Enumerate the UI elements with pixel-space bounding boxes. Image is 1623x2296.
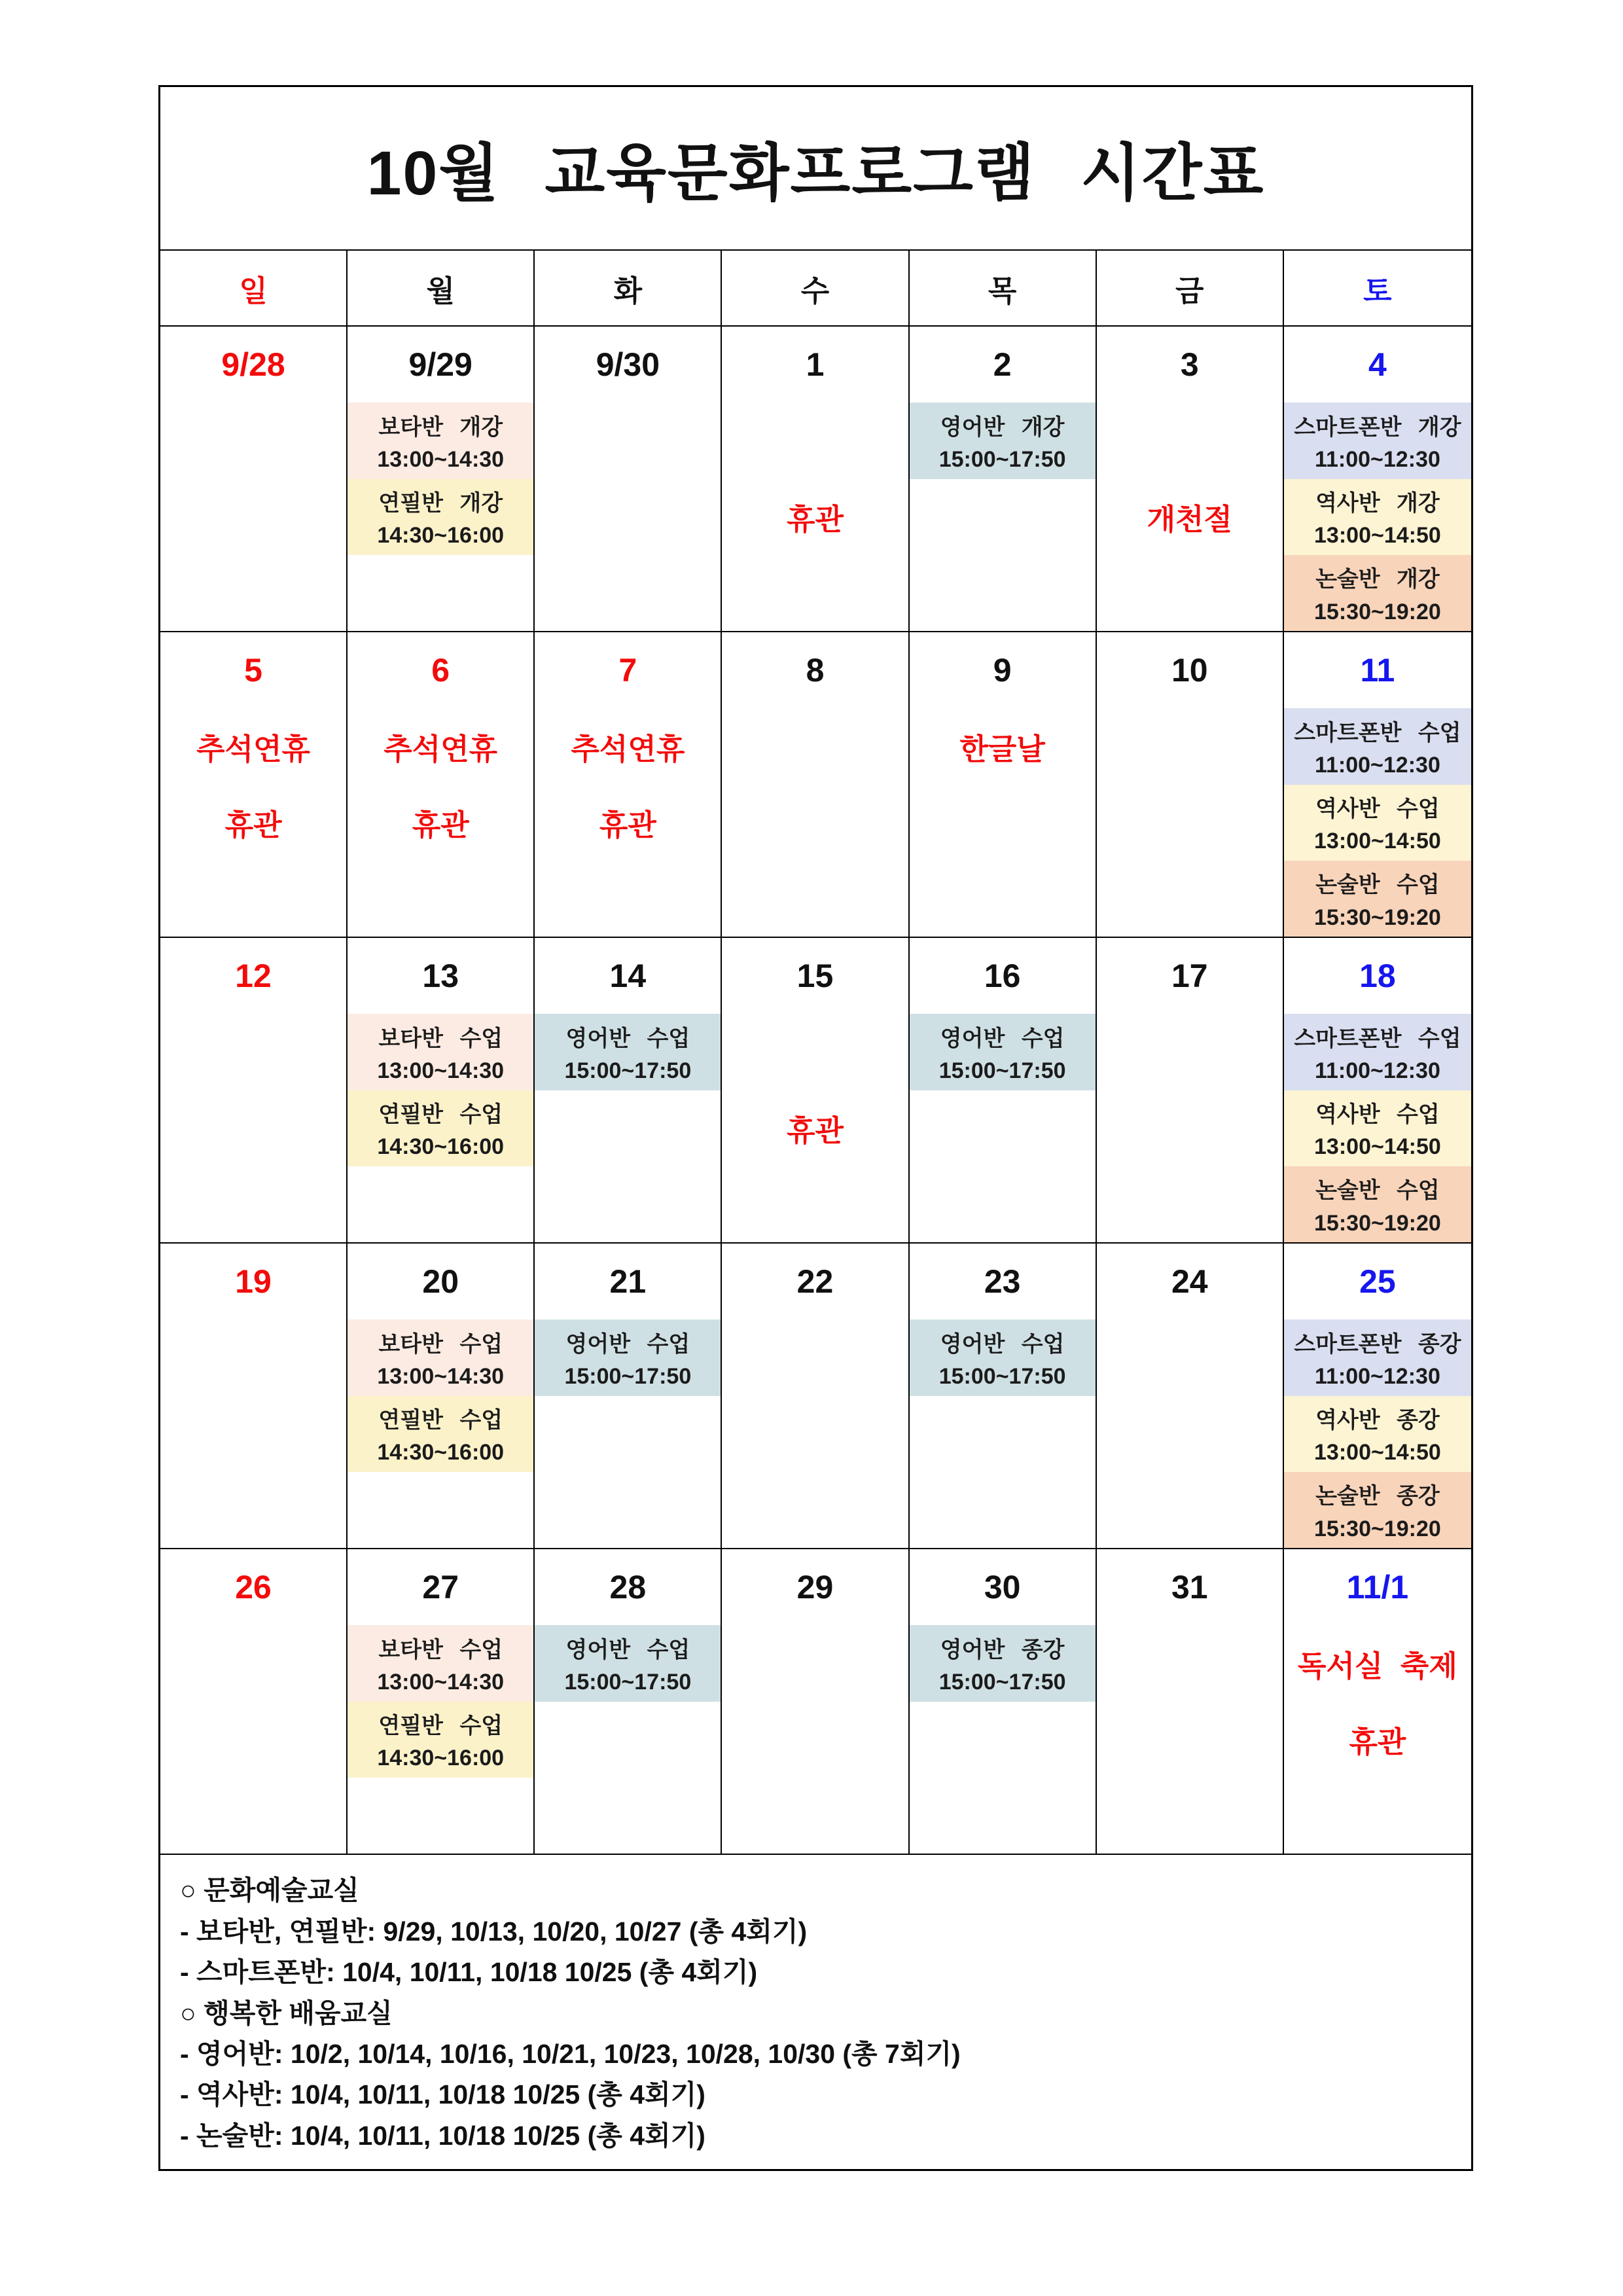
week-row xyxy=(160,1244,1471,1549)
event-name: 보타반 수업 xyxy=(378,1637,503,1662)
day-number: 8 xyxy=(806,652,825,689)
empty-slot xyxy=(722,555,908,631)
week-row xyxy=(160,632,1471,938)
day-cell xyxy=(535,632,722,937)
page-title: 10월 교육문화프로그램 시간표 xyxy=(160,87,1471,251)
day-cell xyxy=(1284,1549,1471,1854)
event-name: 스마트폰반 수업 xyxy=(1294,720,1461,745)
day-cell xyxy=(722,1244,909,1548)
empty-slot xyxy=(160,861,346,937)
footer-line: - 스마트폰반: 10/4, 10/11, 10/18 10/25 (총 4회기) xyxy=(180,1957,758,1988)
holiday-note xyxy=(160,785,346,861)
empty-slot xyxy=(722,1702,908,1778)
holiday-note-text: 휴관 xyxy=(1349,1725,1406,1759)
empty-slot xyxy=(910,479,1096,555)
empty-slot xyxy=(1097,403,1283,478)
day-cell xyxy=(1097,1244,1284,1548)
weekday-cell: 목 xyxy=(910,251,1097,325)
event-block xyxy=(1284,1166,1471,1242)
footer-line: - 논술반: 10/4, 10/11, 10/18 10/25 (총 4회기) xyxy=(180,2120,705,2151)
event-name: 영어반 수업 xyxy=(940,1331,1065,1357)
event-name: 스마트폰반 수업 xyxy=(1294,1026,1461,1051)
day-number: 25 xyxy=(1359,1263,1396,1300)
event-name: 논술반 수업 xyxy=(1315,872,1440,898)
empty-slot xyxy=(1097,1472,1283,1548)
holiday-note xyxy=(1097,479,1283,555)
empty-slot xyxy=(1097,1166,1283,1242)
empty-slot xyxy=(160,479,346,555)
week-row xyxy=(160,327,1471,632)
holiday-note xyxy=(1284,1625,1471,1701)
empty-slot xyxy=(722,708,908,784)
empty-slot xyxy=(535,1166,721,1242)
event-block xyxy=(1284,861,1471,937)
event-block xyxy=(910,403,1096,478)
empty-slot xyxy=(722,1319,908,1395)
event-block xyxy=(1284,555,1471,631)
empty-slot xyxy=(160,1319,346,1395)
day-number: 20 xyxy=(422,1263,459,1300)
day-cell xyxy=(722,1549,909,1854)
empty-slot xyxy=(1097,555,1283,631)
empty-slot xyxy=(535,1396,721,1472)
week-row xyxy=(160,1549,1471,1855)
event-name: 영어반 수업 xyxy=(565,1026,690,1051)
holiday-note-text: 휴관 xyxy=(599,808,656,842)
empty-slot xyxy=(1097,708,1283,784)
event-name: 보타반 수업 xyxy=(378,1331,503,1357)
empty-slot xyxy=(160,1702,346,1778)
empty-slot xyxy=(160,1778,346,1854)
event-block xyxy=(348,1625,533,1701)
empty-slot xyxy=(1097,1625,1283,1701)
day-number: 15 xyxy=(796,958,834,995)
event-name: 영어반 수업 xyxy=(940,1026,1065,1051)
event-block xyxy=(1284,403,1471,478)
holiday-note-text: 한글날 xyxy=(959,732,1045,766)
empty-slot xyxy=(910,1166,1096,1242)
holiday-note-text: 독서실 축제 xyxy=(1297,1649,1457,1683)
footer-line: - 보타반, 연필반: 9/29, 10/13, 10/20, 10/27 (총 4회기) xyxy=(180,1916,808,1946)
weekday-cell: 월 xyxy=(348,251,535,325)
event-name: 논술반 종강 xyxy=(1315,1484,1440,1509)
event-time: 15:30~19:20 xyxy=(1314,1210,1441,1236)
empty-slot xyxy=(535,403,721,478)
event-time: 13:00~14:30 xyxy=(377,447,505,473)
footer-line: - 역사반: 10/4, 10/11, 10/18 10/25 (총 4회기) xyxy=(180,2079,705,2110)
holiday-note xyxy=(348,785,533,861)
event-name: 역사반 수업 xyxy=(1315,1102,1440,1127)
holiday-note xyxy=(910,708,1096,784)
event-block xyxy=(1284,708,1471,784)
empty-slot xyxy=(535,861,721,937)
event-block xyxy=(1284,1472,1471,1548)
event-name: 스마트폰반 개강 xyxy=(1294,414,1461,440)
event-name: 영어반 개강 xyxy=(940,414,1065,440)
event-block xyxy=(348,479,533,555)
day-number: 14 xyxy=(609,958,647,995)
empty-slot xyxy=(722,785,908,861)
day-number: 11/1 xyxy=(1346,1569,1409,1606)
empty-slot xyxy=(722,1472,908,1548)
holiday-note xyxy=(535,785,721,861)
event-block xyxy=(1284,1319,1471,1395)
day-number: 31 xyxy=(1171,1569,1208,1606)
holiday-note-text: 추석연휴 xyxy=(383,732,498,766)
day-number: 9/29 xyxy=(408,346,473,384)
event-time: 14:30~16:00 xyxy=(377,1746,505,1771)
empty-slot xyxy=(348,555,533,631)
event-time: 15:00~17:50 xyxy=(938,1058,1066,1084)
calendar-table xyxy=(158,85,1473,2171)
day-number: 5 xyxy=(244,652,262,689)
holiday-note-text: 휴관 xyxy=(787,1114,844,1148)
empty-slot xyxy=(910,1472,1096,1548)
week-row xyxy=(160,938,1471,1244)
empty-slot xyxy=(722,1625,908,1701)
empty-slot xyxy=(910,1396,1096,1472)
empty-slot xyxy=(910,1702,1096,1778)
day-number: 16 xyxy=(984,958,1021,995)
footer-notes xyxy=(160,1855,1471,2169)
empty-slot xyxy=(722,861,908,937)
day-cell xyxy=(160,327,348,631)
event-name: 연필반 수업 xyxy=(378,1713,503,1738)
event-time: 15:30~19:20 xyxy=(1314,1516,1441,1541)
empty-slot xyxy=(160,1090,346,1166)
day-cell xyxy=(1097,1549,1284,1854)
event-time: 15:00~17:50 xyxy=(564,1364,692,1390)
day-cell xyxy=(910,938,1097,1242)
empty-slot xyxy=(1284,1778,1471,1854)
day-number: 2 xyxy=(993,346,1012,384)
event-time: 11:00~12:30 xyxy=(1314,1058,1440,1084)
event-time: 13:00~14:30 xyxy=(377,1058,505,1084)
event-block xyxy=(910,1625,1096,1701)
day-cell xyxy=(348,632,535,937)
day-number: 1 xyxy=(806,346,825,384)
day-cell xyxy=(160,938,348,1242)
event-time: 15:00~17:50 xyxy=(938,447,1066,473)
day-cell xyxy=(910,1549,1097,1854)
event-time: 13:00~14:30 xyxy=(377,1670,505,1695)
event-time: 14:30~16:00 xyxy=(377,1134,505,1160)
empty-slot xyxy=(348,1166,533,1242)
empty-slot xyxy=(348,861,533,937)
day-number: 9/28 xyxy=(221,346,285,384)
empty-slot xyxy=(910,861,1096,937)
empty-slot xyxy=(535,479,721,555)
event-block xyxy=(535,1014,721,1090)
event-block xyxy=(535,1625,721,1701)
event-time: 13:00~14:30 xyxy=(377,1364,505,1390)
event-name: 연필반 수업 xyxy=(378,1102,503,1127)
event-time: 13:00~14:50 xyxy=(1314,1134,1441,1160)
day-cell xyxy=(535,327,722,631)
event-time: 15:00~17:50 xyxy=(938,1670,1066,1695)
empty-slot xyxy=(1097,1319,1283,1395)
day-cell xyxy=(1097,327,1284,631)
day-cell xyxy=(722,938,909,1242)
event-block xyxy=(348,1014,533,1090)
empty-slot xyxy=(722,1166,908,1242)
event-block xyxy=(1284,1090,1471,1166)
event-block xyxy=(1284,479,1471,555)
empty-slot xyxy=(1097,861,1283,937)
event-block xyxy=(1284,1014,1471,1090)
day-cell xyxy=(722,632,909,937)
event-name: 논술반 개강 xyxy=(1315,567,1440,592)
event-time: 11:00~12:30 xyxy=(1314,753,1440,778)
day-number: 22 xyxy=(796,1263,834,1300)
day-cell xyxy=(910,1244,1097,1548)
event-name: 연필반 개강 xyxy=(378,490,503,516)
empty-slot xyxy=(160,1396,346,1472)
holiday-note-text: 추석연휴 xyxy=(196,732,311,766)
footer-line: ○ 문화예술교실 xyxy=(180,1875,359,1906)
event-name: 역사반 종강 xyxy=(1315,1407,1440,1433)
day-cell xyxy=(1097,632,1284,937)
event-time: 14:30~16:00 xyxy=(377,523,505,548)
day-cell xyxy=(160,1549,348,1854)
empty-slot xyxy=(1097,1396,1283,1472)
day-number: 26 xyxy=(235,1569,272,1606)
event-time: 15:00~17:50 xyxy=(938,1364,1066,1390)
day-number: 6 xyxy=(431,652,450,689)
event-block xyxy=(910,1014,1096,1090)
event-time: 14:30~16:00 xyxy=(377,1440,505,1465)
empty-slot xyxy=(535,1702,721,1778)
empty-slot xyxy=(1097,1702,1283,1778)
empty-slot xyxy=(348,1472,533,1548)
holiday-note xyxy=(722,479,908,555)
day-number: 30 xyxy=(984,1569,1021,1606)
event-time: 11:00~12:30 xyxy=(1314,1364,1440,1390)
empty-slot xyxy=(722,1396,908,1472)
weekday-header xyxy=(160,251,1471,327)
day-number: 24 xyxy=(1171,1263,1208,1300)
weekday-cell: 금 xyxy=(1097,251,1284,325)
day-number: 9 xyxy=(993,652,1012,689)
empty-slot xyxy=(535,555,721,631)
event-name: 연필반 수업 xyxy=(378,1407,503,1433)
empty-slot xyxy=(910,785,1096,861)
day-cell xyxy=(1284,1244,1471,1548)
holiday-note-text: 휴관 xyxy=(787,503,844,537)
weekday-cell: 토 xyxy=(1363,274,1392,308)
day-cell xyxy=(535,1549,722,1854)
event-name: 보타반 개강 xyxy=(378,414,503,440)
event-block xyxy=(1284,785,1471,861)
event-time: 15:00~17:50 xyxy=(564,1670,692,1695)
event-time: 15:30~19:20 xyxy=(1314,905,1441,930)
day-number: 3 xyxy=(1180,346,1199,384)
empty-slot xyxy=(1097,785,1283,861)
day-number: 7 xyxy=(618,652,637,689)
event-name: 영어반 수업 xyxy=(565,1331,690,1357)
weekday-cell: 수 xyxy=(722,251,909,325)
holiday-note-text: 휴관 xyxy=(224,808,282,842)
empty-slot xyxy=(348,1778,533,1854)
day-cell xyxy=(348,327,535,631)
empty-slot xyxy=(535,1090,721,1166)
day-number: 17 xyxy=(1171,958,1208,995)
event-name: 영어반 수업 xyxy=(565,1637,690,1662)
day-number: 4 xyxy=(1368,346,1387,384)
empty-slot xyxy=(910,1090,1096,1166)
empty-slot xyxy=(160,555,346,631)
day-number: 11 xyxy=(1360,652,1395,689)
empty-slot xyxy=(160,1472,346,1548)
weekday-cell: 화 xyxy=(535,251,722,325)
day-number: 27 xyxy=(422,1569,459,1606)
event-block xyxy=(1284,1396,1471,1472)
day-number: 23 xyxy=(984,1263,1021,1300)
event-block xyxy=(910,1319,1096,1395)
empty-slot xyxy=(910,555,1096,631)
event-time: 15:30~19:20 xyxy=(1314,599,1441,624)
empty-slot xyxy=(535,1778,721,1854)
event-name: 논술반 수업 xyxy=(1315,1178,1440,1204)
event-name: 보타반 수업 xyxy=(378,1026,503,1051)
empty-slot xyxy=(1097,1014,1283,1090)
day-cell xyxy=(1284,938,1471,1242)
holiday-note xyxy=(535,708,721,784)
holiday-note xyxy=(160,708,346,784)
day-cell xyxy=(535,1244,722,1548)
event-name: 영어반 종강 xyxy=(940,1637,1065,1662)
empty-slot xyxy=(1097,1090,1283,1166)
holiday-note xyxy=(722,1090,908,1166)
empty-slot xyxy=(535,1472,721,1548)
empty-slot xyxy=(910,1778,1096,1854)
day-number: 13 xyxy=(422,958,459,995)
holiday-note-text: 개천절 xyxy=(1147,503,1232,537)
day-number: 21 xyxy=(609,1263,647,1300)
day-number: 19 xyxy=(235,1263,272,1300)
day-cell xyxy=(1097,938,1284,1242)
event-block xyxy=(348,403,533,478)
event-block xyxy=(535,1319,721,1395)
event-time: 13:00~14:50 xyxy=(1314,829,1441,854)
day-cell xyxy=(160,632,348,937)
day-cell xyxy=(910,632,1097,937)
day-number: 29 xyxy=(796,1569,834,1606)
event-name: 스마트폰반 종강 xyxy=(1294,1331,1461,1357)
empty-slot xyxy=(722,1014,908,1090)
empty-slot xyxy=(722,1778,908,1854)
weekday-cell: 일 xyxy=(160,251,348,325)
day-cell xyxy=(348,1549,535,1854)
footer-line: ○ 행복한 배움교실 xyxy=(180,1998,393,2028)
day-cell xyxy=(1284,632,1471,937)
holiday-note xyxy=(1284,1702,1471,1778)
holiday-note xyxy=(348,708,533,784)
day-cell xyxy=(1284,327,1471,631)
event-block xyxy=(348,1702,533,1778)
footer-line: - 영어반: 10/2, 10/14, 10/16, 10/21, 10/23, 10/28, 10/30 (총 7회기) xyxy=(180,2038,961,2069)
day-cell xyxy=(910,327,1097,631)
empty-slot xyxy=(160,403,346,478)
event-time: 13:00~14:50 xyxy=(1314,1440,1441,1465)
day-cell xyxy=(348,1244,535,1548)
event-block xyxy=(348,1090,533,1166)
day-number: 9/30 xyxy=(596,346,660,384)
event-block xyxy=(348,1396,533,1472)
day-number: 18 xyxy=(1359,958,1396,995)
empty-slot xyxy=(722,403,908,478)
event-name: 역사반 수업 xyxy=(1315,796,1440,821)
day-cell xyxy=(160,1244,348,1548)
day-cell xyxy=(348,938,535,1242)
empty-slot xyxy=(160,1166,346,1242)
empty-slot xyxy=(160,1625,346,1701)
empty-slot xyxy=(160,1014,346,1090)
event-block xyxy=(348,1319,533,1395)
day-cell xyxy=(722,327,909,631)
event-time: 13:00~14:50 xyxy=(1314,523,1441,548)
empty-slot xyxy=(1097,1778,1283,1854)
event-time: 15:00~17:50 xyxy=(564,1058,692,1084)
holiday-note-text: 추석연휴 xyxy=(571,732,685,766)
day-cell xyxy=(535,938,722,1242)
event-time: 11:00~12:30 xyxy=(1314,447,1440,473)
day-number: 10 xyxy=(1171,652,1208,689)
day-number: 12 xyxy=(235,958,272,995)
event-name: 역사반 개강 xyxy=(1315,490,1440,516)
day-number: 28 xyxy=(609,1569,647,1606)
holiday-note-text: 휴관 xyxy=(412,808,469,842)
